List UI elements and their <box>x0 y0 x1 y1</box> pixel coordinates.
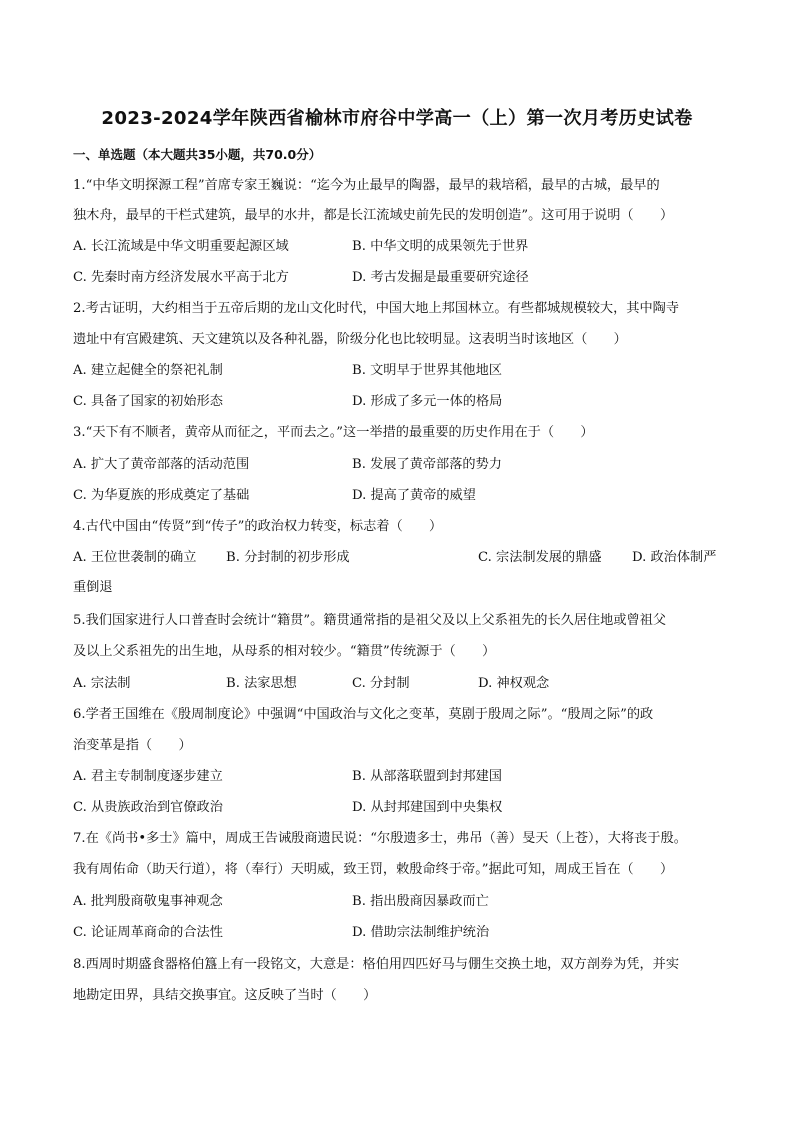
question-1-line-1: 1.“中华文明探源工程”首席专家王巍说：“迄今为止最早的陶器，最早的栽培稻，最早的古城，最早的 <box>73 178 660 193</box>
question-7-option-d: D. 借助宗法制维护统治 <box>352 925 490 940</box>
question-8-line-1: 8.西周时期盛食器格伯簋上有一段铭文，大意是：格伯用四匹好马与倗生交换土地，双方剖券为凭，并实 <box>73 957 680 972</box>
question-3-option-d: D. 提高了黄帝的威望 <box>352 488 476 503</box>
question-5-option-d: D. 神权观念 <box>478 676 550 691</box>
question-5-option-c: C. 分封制 <box>352 676 410 691</box>
question-8-line-2: 地勘定田界，具结交换事宜。这反映了当时（ ） <box>73 988 377 1003</box>
question-4-option-c: C. 宗法制发展的鼎盛 <box>478 550 602 565</box>
question-2-option-a: A. 建立起健全的祭祀礼制 <box>73 363 223 378</box>
question-4-option-d: D. 政治体制严 <box>632 550 717 565</box>
question-5-line-2: 及以上父系祖先的出生地，从母系的相对较少。“籍贯”传统源于（ ） <box>73 644 496 659</box>
question-7-option-c: C. 论证周革商命的合法性 <box>73 925 223 940</box>
question-1-option-b: B. 中华文明的成果领先于世界 <box>352 239 529 254</box>
question-7-option-a: A. 批判殷商敬鬼事神观念 <box>73 894 223 909</box>
question-5-option-b: B. 法家思想 <box>226 676 297 691</box>
question-3-option-b: B. 发展了黄帝部落的势力 <box>352 457 502 472</box>
question-2-line-2: 遗址中有宫殿建筑、天文建筑以及各种礼器，阶级分化也比较明显。这表明当时该地区（ ） <box>73 332 627 347</box>
question-7-line-2: 我有周佑命（助天行道），将（奉行）天明威，致王罚，敕殷命终于帝。”据此可知，周成王旨在（ ） <box>73 862 674 877</box>
question-5-option-a: A. 宗法制 <box>73 676 131 691</box>
exam-title: 2023-2024学年陕西省榆林市府谷中学高一（上）第一次月考历史试卷 <box>101 108 693 129</box>
question-2-option-b: B. 文明早于世界其他地区 <box>352 363 502 378</box>
question-4-option-d-continuation: 重倒退 <box>73 580 113 595</box>
question-6-option-c: C. 从贵族政治到官僚政治 <box>73 800 223 815</box>
question-6-line-1: 6.学者王国维在《殷周制度论》中强调“中国政治与文化之变革，莫剧于殷周之际”。“殷周之际”的政 <box>73 707 654 722</box>
question-6-line-2: 治变革是指（ ） <box>73 738 192 753</box>
question-6-option-a: A. 君主专制制度逐步建立 <box>73 769 223 784</box>
question-7-option-b: B. 指出殷商因暴政而亡 <box>352 894 489 909</box>
question-4-option-a: A. 王位世袭制的确立 <box>73 550 197 565</box>
question-7-line-1: 7.在《尚书•多士》篇中，周成王告诫殷商遗民说：“尔殷遗多士，弗吊（善）旻天（上苍），大将丧于殷。 <box>73 831 687 846</box>
section-heading: 一、单选题（本大题共35小题，共70.0分） <box>73 147 322 162</box>
question-3-option-a: A. 扩大了黄帝部落的活动范围 <box>73 457 250 472</box>
question-5-line-1: 5.我们国家进行人口普查时会统计“籍贯”。籍贯通常指的是祖父及以上父系祖先的长久居住地或曾祖父 <box>73 613 667 628</box>
question-4-option-b: B. 分封制的初步形成 <box>226 550 350 565</box>
question-1-option-d: D. 考古发掘是最重要研究途径 <box>352 270 529 285</box>
question-6-option-d: D. 从封邦建国到中央集权 <box>352 800 503 815</box>
question-3-option-c: C. 为华夏族的形成奠定了基础 <box>73 488 250 503</box>
question-4-line-1: 4.古代中国由“传贤”到“传子”的政治权力转变，标志着（ ） <box>73 519 443 534</box>
question-6-option-b: B. 从部落联盟到封邦建国 <box>352 769 502 784</box>
question-3-line-1: 3.“天下有不顺者，黄帝从而征之，平而去之。”这一举措的最重要的历史作用在于（ ） <box>73 425 594 440</box>
question-2-option-d: D. 形成了多元一体的格局 <box>352 394 503 409</box>
question-1-option-c: C. 先秦时南方经济发展水平高于北方 <box>73 270 289 285</box>
question-2-option-c: C. 具备了国家的初始形态 <box>73 394 223 409</box>
question-1-line-2: 独木舟，最早的干栏式建筑，最早的水井，都是长江流域史前先民的发明创造”。这可用于说明（ ） <box>73 208 674 223</box>
question-2-line-1: 2.考古证明，大约相当于五帝后期的龙山文化时代，中国大地上邦国林立。有些都城规模较大，其中陶寺 <box>73 301 680 316</box>
question-1-option-a: A. 长江流域是中华文明重要起源区域 <box>73 239 289 254</box>
